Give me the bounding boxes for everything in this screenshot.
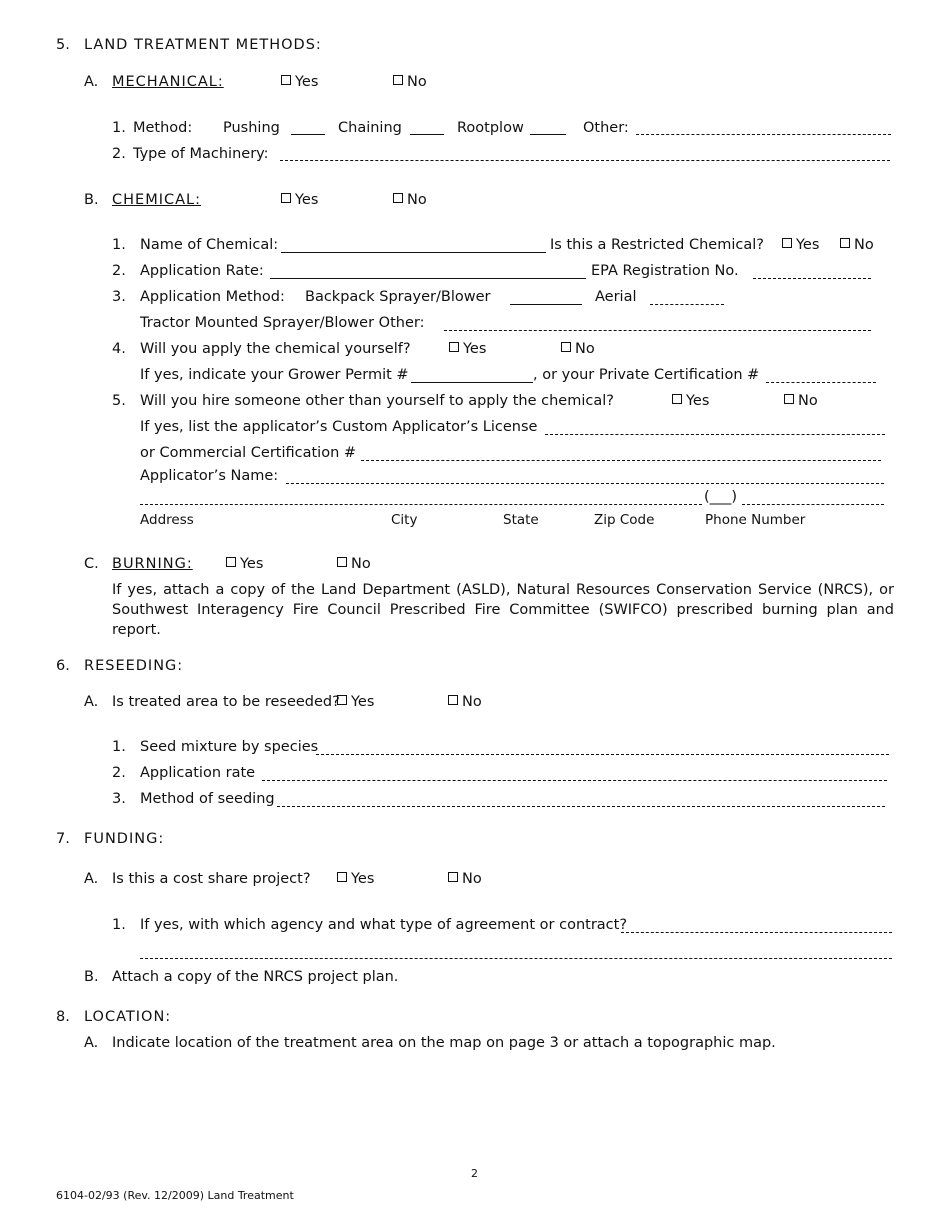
- yes-label: Yes: [240, 556, 264, 572]
- section-5b-letter: B.: [84, 192, 99, 208]
- reseeded-yes-option: [337, 693, 374, 711]
- hire-applicator-yes-checkbox[interactable]: [672, 394, 682, 404]
- chaining-blank[interactable]: [410, 134, 444, 135]
- custom-applicator-license-label: If yes, list the applicator’s Custom Applicator’s License: [140, 419, 538, 435]
- hire-applicator-label: Will you hire someone other than yourself to apply the chemical?: [140, 393, 614, 409]
- application-rate-blank[interactable]: [270, 278, 586, 279]
- reseeded-yes-checkbox[interactable]: [337, 695, 347, 705]
- section-7-title: FUNDING:: [84, 831, 165, 847]
- cost-share-no-checkbox[interactable]: [448, 872, 458, 882]
- restricted-no-option: [840, 236, 874, 254]
- cost-share-question: Is this a cost share project?: [112, 871, 311, 887]
- section-5c-letter: C.: [84, 556, 99, 572]
- hire-applicator-no-option: [784, 392, 818, 410]
- item-6a3-number: 3.: [112, 791, 126, 807]
- chemical-yes-option: [281, 191, 318, 209]
- name-of-chemical-label: Name of Chemical:: [140, 237, 279, 253]
- apply-yourself-no-option: [561, 340, 595, 358]
- commercial-certification-blank[interactable]: [361, 460, 881, 461]
- private-certification-blank[interactable]: [766, 382, 876, 383]
- name-of-chemical-blank[interactable]: [281, 252, 546, 253]
- yes-label: Yes: [295, 192, 319, 208]
- grower-permit-label: If yes, indicate your Grower Permit #: [140, 367, 409, 383]
- no-label: No: [407, 74, 427, 90]
- agency-agreement-label: If yes, with which agency and what type of agreement or contract?: [140, 917, 628, 933]
- address-blank[interactable]: [140, 504, 702, 505]
- no-label: No: [462, 694, 482, 710]
- location-instructions: Indicate location of the treatment area on the map on page 3 or attach a topographic map.: [112, 1035, 776, 1051]
- zip-code-caption: Zip Code: [594, 512, 655, 528]
- yes-label: Yes: [295, 74, 319, 90]
- apply-yourself-label: Will you apply the chemical yourself?: [140, 341, 411, 357]
- section-7a-letter: A.: [84, 871, 99, 887]
- apply-yourself-no-checkbox[interactable]: [561, 342, 571, 352]
- application-rate-label: Application Rate:: [140, 263, 264, 279]
- burning-no-option: [337, 555, 371, 573]
- section-5-title: LAND TREATMENT METHODS:: [84, 37, 322, 53]
- apply-yourself-yes-checkbox[interactable]: [449, 342, 459, 352]
- restricted-yes-option: [782, 236, 819, 254]
- section-5a-letter: A.: [84, 74, 99, 90]
- item-7a1-number: 1.: [112, 917, 126, 933]
- aerial-label: Aerial: [595, 289, 637, 305]
- item-5b3-number: 3.: [112, 289, 126, 305]
- yes-label: Yes: [686, 393, 710, 409]
- restricted-no-checkbox[interactable]: [840, 238, 850, 248]
- epa-registration-label: EPA Registration No.: [591, 263, 739, 279]
- no-label: No: [798, 393, 818, 409]
- no-label: No: [575, 341, 595, 357]
- seed-mixture-blank[interactable]: [316, 754, 889, 755]
- item-5b5-number: 5.: [112, 393, 126, 409]
- other-method-label: Other:: [583, 120, 629, 136]
- item-6a1-number: 1.: [112, 739, 126, 755]
- mechanical-no-option: [393, 73, 427, 91]
- mechanical-heading: MECHANICAL:: [112, 74, 224, 90]
- reseeded-question: Is treated area to be reseeded?: [112, 694, 340, 710]
- section-6a-letter: A.: [84, 694, 99, 710]
- state-caption: State: [503, 512, 539, 528]
- restricted-chemical-label: Is this a Restricted Chemical?: [550, 237, 764, 253]
- reseeded-no-checkbox[interactable]: [448, 695, 458, 705]
- mechanical-yes-option: [281, 73, 318, 91]
- reseed-application-rate-blank[interactable]: [262, 780, 887, 781]
- section-7-number: 7.: [56, 831, 70, 847]
- reseeded-no-option: [448, 693, 482, 711]
- chemical-no-option: [393, 191, 427, 209]
- no-label: No: [462, 871, 482, 887]
- section-6-number: 6.: [56, 658, 70, 674]
- other-method-blank[interactable]: [636, 134, 891, 135]
- method-of-seeding-label: Method of seeding: [140, 791, 275, 807]
- yes-label: Yes: [463, 341, 487, 357]
- tractor-other-blank[interactable]: [444, 330, 871, 331]
- restricted-yes-checkbox[interactable]: [782, 238, 792, 248]
- form-identifier: 6104-02/93 (Rev. 12/2009) Land Treatment: [56, 1189, 294, 1202]
- cost-share-yes-checkbox[interactable]: [337, 872, 347, 882]
- method-of-seeding-blank[interactable]: [277, 806, 885, 807]
- phone-number-caption: Phone Number: [705, 512, 806, 528]
- address-caption: Address: [140, 512, 194, 528]
- page-number: 2: [471, 1167, 478, 1180]
- chemical-no-checkbox[interactable]: [393, 193, 403, 203]
- burning-instructions: If yes, attach a copy of the Land Department (ASLD), Natural Resources Conservation Service (NRCS), or Southwest Interagency Fire Council Prescribed Fire Committee (SWIFCO) prescribed burning plan and report.: [112, 582, 894, 638]
- apply-yourself-yes-option: [449, 340, 486, 358]
- item-6a2-number: 2.: [112, 765, 126, 781]
- section-8-number: 8.: [56, 1009, 70, 1025]
- method-label: Method:: [133, 120, 193, 136]
- backpack-sprayer-blank[interactable]: [510, 304, 582, 305]
- section-8-title: LOCATION:: [84, 1009, 172, 1025]
- agency-agreement-blank[interactable]: [621, 932, 892, 933]
- phone-area-code: (___): [704, 489, 738, 505]
- grower-permit-blank[interactable]: [411, 382, 533, 383]
- application-method-label: Application Method:: [140, 289, 285, 305]
- custom-applicator-license-blank[interactable]: [545, 434, 885, 435]
- private-certification-label: , or your Private Certification #: [533, 367, 760, 383]
- tractor-mounted-label: Tractor Mounted Sprayer/Blower Other:: [140, 315, 425, 331]
- pushing-label: Pushing: [223, 120, 280, 136]
- chemical-heading: CHEMICAL:: [112, 192, 201, 208]
- item-5a2-number: 2.: [112, 146, 126, 162]
- yes-label: Yes: [351, 694, 375, 710]
- burning-yes-option: [226, 555, 263, 573]
- type-of-machinery-blank[interactable]: [280, 160, 890, 161]
- hire-applicator-yes-option: [672, 392, 709, 410]
- no-label: No: [407, 192, 427, 208]
- seed-mixture-label: Seed mixture by species: [140, 739, 319, 755]
- pushing-blank[interactable]: [291, 134, 325, 135]
- section-5-number: 5.: [56, 37, 70, 53]
- item-5b2-number: 2.: [112, 263, 126, 279]
- commercial-certification-label: or Commercial Certification #: [140, 445, 357, 461]
- chemical-yes-checkbox[interactable]: [281, 193, 291, 203]
- section-8a-letter: A.: [84, 1035, 99, 1051]
- yes-label: Yes: [351, 871, 375, 887]
- cost-share-no-option: [448, 870, 482, 888]
- type-of-machinery-label: Type of Machinery:: [133, 146, 269, 162]
- cost-share-yes-option: [337, 870, 374, 888]
- burning-no-checkbox[interactable]: [337, 557, 347, 567]
- mechanical-no-checkbox[interactable]: [393, 75, 403, 85]
- section-6-title: RESEEDING:: [84, 658, 184, 674]
- item-5a1-number: 1.: [112, 120, 126, 136]
- phone-number-blank[interactable]: [742, 504, 884, 505]
- no-label: No: [854, 237, 874, 253]
- city-caption: City: [391, 512, 418, 528]
- item-5b4-number: 4.: [112, 341, 126, 357]
- rootplow-label: Rootplow: [457, 120, 524, 136]
- burning-heading: BURNING:: [112, 556, 193, 572]
- burning-yes-checkbox[interactable]: [226, 557, 236, 567]
- mechanical-yes-checkbox[interactable]: [281, 75, 291, 85]
- aerial-blank[interactable]: [650, 304, 724, 305]
- hire-applicator-no-checkbox[interactable]: [784, 394, 794, 404]
- nrcs-project-plan-text: Attach a copy of the NRCS project plan.: [112, 969, 399, 985]
- chaining-label: Chaining: [338, 120, 402, 136]
- reseed-application-rate-label: Application rate: [140, 765, 256, 781]
- applicators-name-label: Applicator’s Name:: [140, 468, 279, 484]
- yes-label: Yes: [796, 237, 820, 253]
- rootplow-blank[interactable]: [530, 134, 566, 135]
- no-label: No: [351, 556, 371, 572]
- agency-agreement-blank-line-2[interactable]: [140, 958, 892, 959]
- item-5b1-number: 1.: [112, 237, 126, 253]
- epa-registration-blank[interactable]: [753, 278, 871, 279]
- applicators-name-blank[interactable]: [286, 483, 884, 484]
- section-7b-letter: B.: [84, 969, 99, 985]
- backpack-sprayer-label: Backpack Sprayer/Blower: [305, 289, 491, 305]
